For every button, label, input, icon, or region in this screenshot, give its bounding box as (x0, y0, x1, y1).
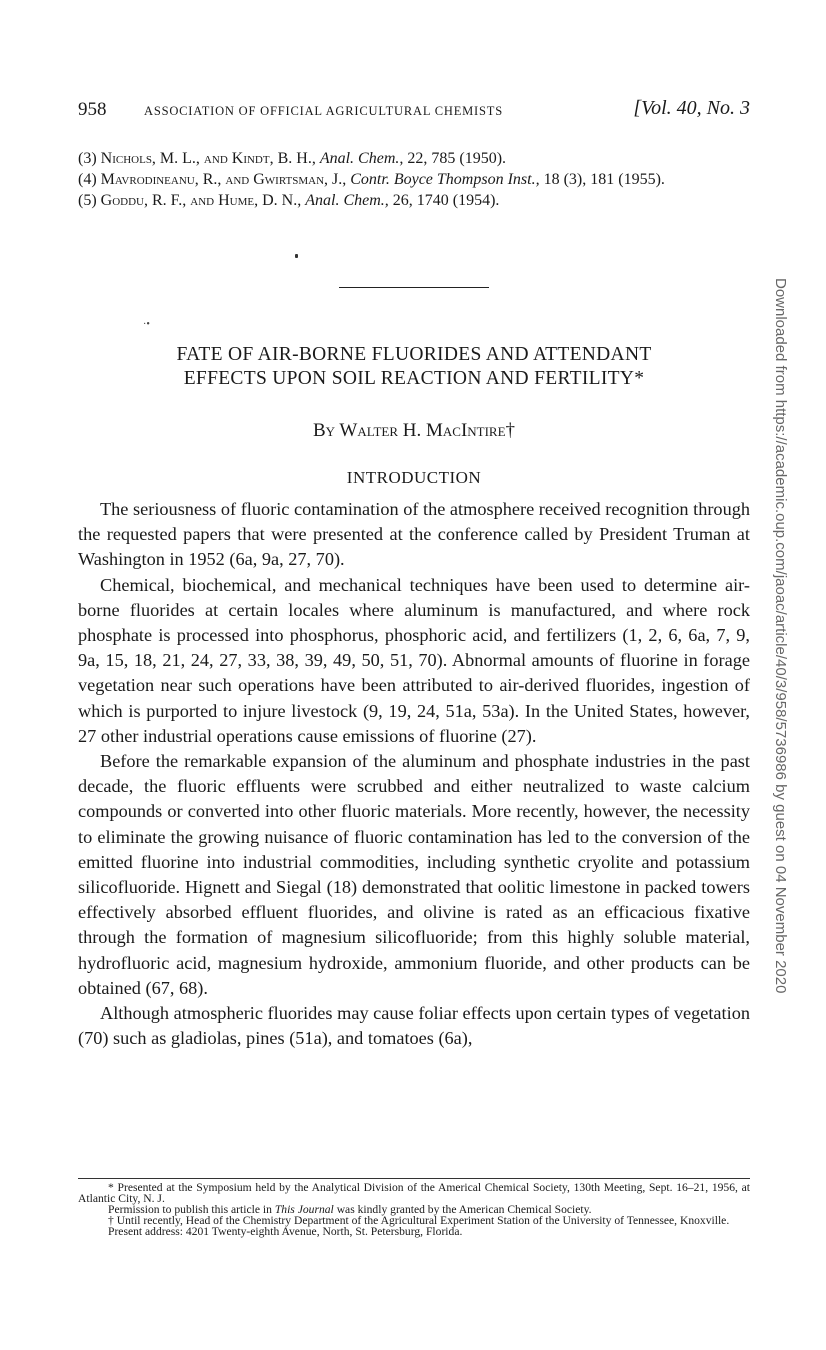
body-paragraph: Before the remarkable expansion of the aluminum and phosphate industries in the past decade, the fluoric effluents were scrubbed and either neutralized to waste calcium compounds or converted into other fluoric materials. More recently, however, the necessity to eliminate the growing nuisance of fluoric contamination has led to the conversion of the emitted fluorine into industrial commodities, including synthetic cryolite and potassium silicofluoride. Hignett and Siegal (18) demonstrated that oolitic limestone in packed towers effectively absorbed effluent fluorides, and olivine is rated as an efficacious fixative through the formation of magnesium silicofluoride; from this highly soluble material, hydrofluoric acid, magnesium hydroxide, ammonium fluoride, and other products can be obtained (67, 68). (78, 751, 750, 998)
title-line-1: FATE OF AIR-BORNE FLUORIDES AND ATTENDANT (176, 344, 652, 365)
body-paragraph: Chemical, biochemical, and mechanical techniques have been used to determine air-borne fluorides at certain locales where aluminum is manufactured, and where rock phosphate is processed into phosphorus, phosphoric acid, and fertilizers (1, 2, 6, 6a, 7, 9, 9a, 15, 18, 21, 24, 27, 33, 38, 39, 49, 50, 51, 70). Abnormal amounts of fluorine in forage vegetation near such operations have been attributed to air-derived fluorides, ingestion of which is purported to injure livestock (9, 19, 24, 51a, 53a). In the United States, however, 27 other industrial operations cause emissions of fluorine (27). (78, 574, 750, 746)
reference-item (78, 148, 750, 169)
section-divider (339, 287, 489, 288)
article-body (78, 497, 750, 1051)
article-title (78, 343, 750, 391)
footnote-permission-end: was kindly granted by the American Chemical Society. (336, 1203, 592, 1216)
stray-marks: ·• (143, 319, 150, 330)
volume-info: [Vol. 40, No. 3 (633, 97, 750, 119)
body-paragraph: Although atmospheric fluorides may cause foliar effects upon certain types of vegetation (70) such as gladiolas, pines (51a), and tomatoes (6a), (78, 1003, 750, 1049)
body-paragraph: The seriousness of fluoric contamination of the atmosphere received recognition through the requested papers that were presented at the conference called by President Truman at Washington in 1952 (6a, 9a, 27, 70). (78, 499, 750, 570)
reference-list (78, 148, 750, 211)
reference-journal: Anal. Chem., (305, 192, 389, 209)
running-header (78, 99, 750, 125)
footnote-divider (78, 1178, 750, 1179)
reference-authors: Nichols, M. L., and Kindt, B. H., (100, 150, 316, 167)
reference-authors: Mavrodineanu, R., and Gwirtsman, J., (100, 171, 347, 188)
reference-number: (4) (78, 171, 97, 188)
reference-journal: Anal. Chem., (319, 150, 404, 167)
footnotes (78, 1182, 750, 1237)
footnote-star: * Presented at the Symposium held by the Analytical Division of the Americal Chemical Society, 130th Meeting, Sept. 16–21, 1956, at Atlantic City, N. J. (78, 1181, 750, 1205)
reference-item (78, 190, 750, 211)
journal-name: ASSOCIATION OF OFFICIAL AGRICULTURAL CHEMISTS (144, 104, 503, 118)
reference-journal: Contr. Boyce Thompson Inst., (350, 171, 540, 188)
reference-item (78, 169, 750, 190)
reference-number: (5) (78, 192, 97, 209)
footnote-journal-ref: This Journal (274, 1203, 334, 1216)
download-watermark: Downloaded from https://academic.oup.com/jaoac/article/40/3/958/5736986 by guest on 04 November 2020 (772, 278, 789, 994)
page-number: 958 (78, 99, 107, 120)
reference-details: 22, 785 (1950). (407, 150, 507, 167)
section-heading: INTRODUCTION (346, 468, 482, 487)
footnote-permission-text: Permission to publish this article in (108, 1203, 272, 1216)
footnote-dagger: † Until recently, Head of the Chemistry Department of the Agricultural Experiment Station of the University of Tennessee, Knoxville. (108, 1214, 730, 1227)
stray-mark (295, 254, 298, 258)
reference-details: 26, 1740 (1954). (392, 192, 500, 209)
reference-authors: Goddu, R. F., and Hume, D. N., (100, 192, 302, 209)
reference-details: 18 (3), 181 (1955). (543, 171, 665, 188)
footnote-address: Present address: 4201 Twenty-eighth Avenue, North, St. Petersburg, Florida. (108, 1225, 463, 1238)
title-line-2: EFFECTS UPON SOIL REACTION AND FERTILITY* (183, 368, 645, 389)
reference-number: (3) (78, 150, 97, 167)
author-byline: By Walter H. MacIntire† (312, 420, 516, 441)
